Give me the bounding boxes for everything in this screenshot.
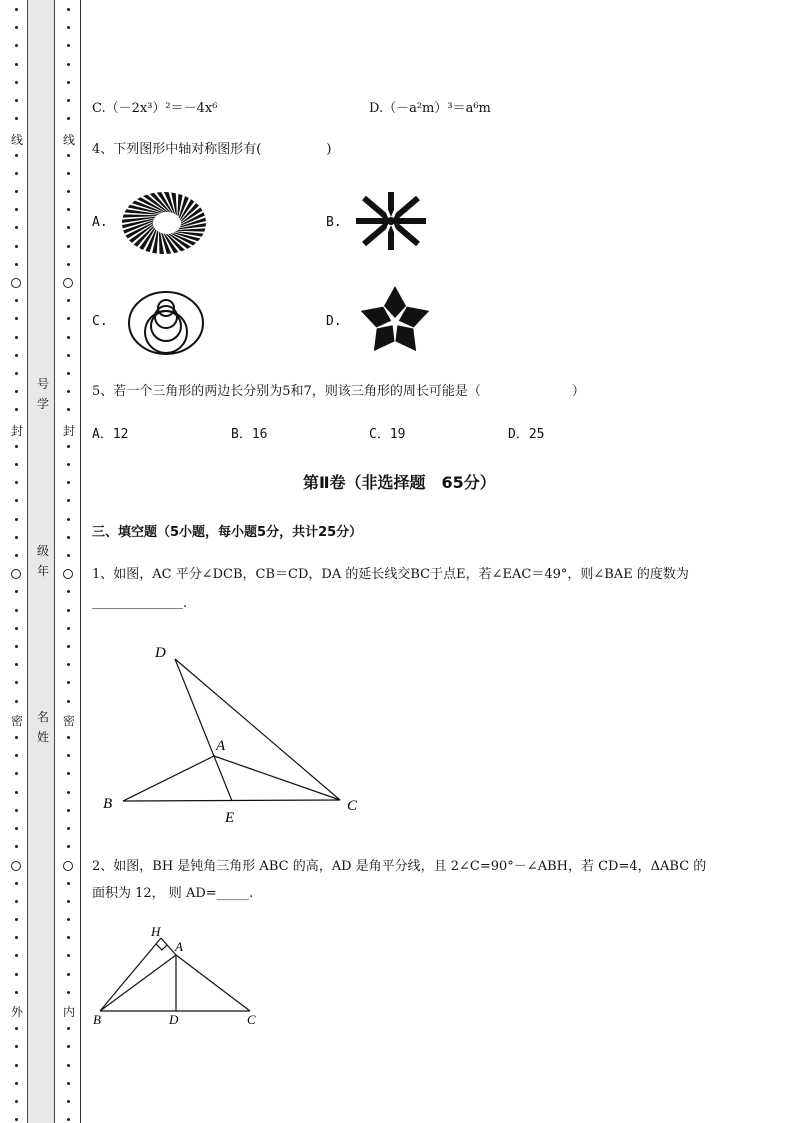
binding-dot xyxy=(15,1045,18,1048)
binding-dot xyxy=(67,772,70,775)
binding-dot xyxy=(15,1100,18,1103)
fill2-figure xyxy=(90,922,270,1032)
binding-dot xyxy=(15,1064,18,1067)
binding-dot xyxy=(15,954,18,957)
fill2-question-line1: 2、如图，BH 是钝角三角形 ABC 的高，AD 是角平分线，且 2∠C=90°－∠ABH，若 CD=4，ΔABC 的 xyxy=(92,859,707,874)
binding-dot xyxy=(67,354,70,357)
binding-dot xyxy=(15,499,18,502)
binding-dot xyxy=(67,681,70,684)
q4-figure-a xyxy=(120,190,208,256)
fill1-figure xyxy=(95,640,375,830)
binding-dot xyxy=(15,700,18,703)
q4-label-b: B. xyxy=(326,215,342,230)
right-angle-mark xyxy=(156,944,167,950)
binding-dot xyxy=(15,263,18,266)
binding-dot xyxy=(67,117,70,120)
binding-dot xyxy=(15,845,18,848)
binding-dot xyxy=(15,627,18,630)
binding-dot xyxy=(67,609,70,612)
binding-dot xyxy=(67,190,70,193)
binding-dot xyxy=(67,445,70,448)
label-d: D xyxy=(169,1012,179,1027)
binding-dot xyxy=(67,845,70,848)
binding-dot xyxy=(15,463,18,466)
binding-dot xyxy=(67,1100,70,1103)
binding-dot xyxy=(67,536,70,539)
binding-dot xyxy=(67,590,70,593)
label-a: A xyxy=(216,738,226,754)
binding-dot xyxy=(15,99,18,102)
binding-dot xyxy=(67,645,70,648)
binding-dot xyxy=(15,518,18,521)
binding-circle xyxy=(11,278,21,288)
binding-dot xyxy=(67,372,70,375)
binding-dot xyxy=(15,1082,18,1085)
binding-dot xyxy=(67,263,70,266)
binding-dot xyxy=(67,226,70,229)
binding-inner-line xyxy=(80,0,81,1123)
q4-label-c: C. xyxy=(92,314,108,329)
binding-dot xyxy=(15,827,18,830)
binding-dot xyxy=(67,627,70,630)
q4-figure-c xyxy=(126,290,206,356)
binding-dot xyxy=(67,172,70,175)
binding-dot xyxy=(15,26,18,29)
q5-option-a: A．12 xyxy=(92,427,129,442)
binding-dot xyxy=(67,26,70,29)
q4-label-d: D. xyxy=(326,314,342,329)
label-b: B xyxy=(93,1012,101,1027)
binding-dot xyxy=(15,190,18,193)
binding-dot xyxy=(67,390,70,393)
binding-dot xyxy=(15,1118,18,1121)
binding-dot xyxy=(15,317,18,320)
binding-dot xyxy=(15,445,18,448)
binding-dot xyxy=(67,663,70,666)
binding-dot xyxy=(67,1045,70,1048)
binding-dot xyxy=(15,736,18,739)
q4-question: 4、下列图形中轴对称图形有( ) xyxy=(92,142,332,157)
binding-dot xyxy=(15,882,18,885)
inner-mark-mi: 密 xyxy=(62,714,75,728)
binding-dot xyxy=(67,900,70,903)
q4-label-a: A. xyxy=(92,215,108,230)
outer-mark-wai: 外 xyxy=(10,1005,23,1019)
binding-dot xyxy=(67,754,70,757)
strip-label-hao: 号 xyxy=(36,377,49,391)
binding-dot xyxy=(67,1118,70,1121)
binding-dot xyxy=(67,481,70,484)
binding-dot xyxy=(15,336,18,339)
binding-dot xyxy=(67,99,70,102)
binding-dot xyxy=(67,299,70,302)
q5-question: 5、若一个三角形的两边长分别为5和7，则该三角形的周长可能是（ ） xyxy=(92,384,585,399)
binding-dot xyxy=(67,918,70,921)
outer-mark-mi: 密 xyxy=(10,714,23,728)
binding-circle xyxy=(11,569,21,579)
binding-dot xyxy=(67,245,70,248)
binding-dot xyxy=(15,44,18,47)
segment-bc xyxy=(123,800,340,801)
label-h: H xyxy=(151,924,161,939)
binding-circle xyxy=(63,569,73,579)
binding-dot xyxy=(15,554,18,557)
binding-dot xyxy=(15,408,18,411)
binding-dot xyxy=(67,208,70,211)
fill1-question-line2: ＿＿＿＿＿＿＿. xyxy=(92,596,188,611)
binding-dot xyxy=(67,936,70,939)
binding-dot xyxy=(67,954,70,957)
binding-dot xyxy=(15,226,18,229)
binding-dot xyxy=(15,481,18,484)
q5-option-c: C．19 xyxy=(369,427,406,442)
binding-dot xyxy=(67,809,70,812)
binding-dot xyxy=(15,81,18,84)
segment-ba xyxy=(123,756,214,801)
segment-ha xyxy=(161,938,176,955)
binding-dot xyxy=(67,63,70,66)
segment-ac xyxy=(176,955,250,1011)
inner-mark-xian: 线 xyxy=(62,133,75,147)
inner-mark-feng: 封 xyxy=(62,424,75,438)
q5-option-d: D．25 xyxy=(508,427,545,442)
binding-dot xyxy=(15,936,18,939)
binding-circle xyxy=(63,861,73,871)
binding-dot xyxy=(15,372,18,375)
binding-dot xyxy=(67,518,70,521)
segment-ba xyxy=(100,955,176,1011)
binding-dot xyxy=(67,44,70,47)
binding-dot xyxy=(67,81,70,84)
binding-dot xyxy=(67,463,70,466)
binding-dot xyxy=(67,736,70,739)
label-d: D xyxy=(155,645,166,661)
binding-dot xyxy=(15,1027,18,1030)
binding-dot xyxy=(15,590,18,593)
binding-dot xyxy=(15,809,18,812)
binding-dot xyxy=(15,354,18,357)
binding-dot xyxy=(67,499,70,502)
q4-figure-d xyxy=(350,284,440,358)
binding-dot xyxy=(67,1064,70,1067)
part2-title: 第Ⅱ卷（非选择题 65分） xyxy=(303,473,496,492)
binding-dot xyxy=(15,172,18,175)
segment-dc xyxy=(175,659,340,800)
binding-dot xyxy=(15,754,18,757)
binding-dot xyxy=(15,154,18,157)
binding-dot xyxy=(67,991,70,994)
segment-bh xyxy=(100,938,161,1011)
binding-dot xyxy=(15,299,18,302)
label-a: A xyxy=(175,939,183,954)
inner-mark-nei: 内 xyxy=(62,1005,75,1019)
q4-figure-b xyxy=(350,188,432,254)
strip-label-ming: 名 xyxy=(36,710,49,724)
binding-dot xyxy=(15,791,18,794)
binding-dot xyxy=(67,1082,70,1085)
strip-label-xue: 学 xyxy=(36,397,49,411)
binding-dot xyxy=(15,663,18,666)
fill2-question-line2: 面积为 12， 则 AD=_____. xyxy=(92,886,254,901)
binding-dot xyxy=(15,208,18,211)
binding-dot xyxy=(15,609,18,612)
binding-circle xyxy=(11,861,21,871)
section3-heading: 三、填空题（5小题，每小题5分，共计25分） xyxy=(92,525,363,540)
binding-dot xyxy=(67,8,70,11)
label-c: C xyxy=(347,798,358,814)
strip-label-nian: 年 xyxy=(36,564,49,578)
segment-ac xyxy=(214,756,340,800)
segment-de xyxy=(175,659,232,801)
binding-dot xyxy=(15,63,18,66)
binding-dot xyxy=(67,791,70,794)
binding-dot xyxy=(67,1027,70,1030)
binding-dot xyxy=(15,772,18,775)
binding-dot xyxy=(67,973,70,976)
label-c: C xyxy=(247,1012,256,1027)
binding-dot xyxy=(15,918,18,921)
binding-dot xyxy=(67,700,70,703)
strip-label-xing: 姓 xyxy=(36,730,49,744)
binding-dot xyxy=(15,645,18,648)
binding-dot xyxy=(15,536,18,539)
q3-option-d: D.（－a²m）³＝a⁶m xyxy=(369,101,491,116)
label-e: E xyxy=(225,810,235,826)
strip-label-ji: 级 xyxy=(36,544,49,558)
label-b: B xyxy=(103,796,113,812)
binding-dot xyxy=(15,390,18,393)
binding-dot xyxy=(15,991,18,994)
binding-dot xyxy=(67,408,70,411)
binding-dot xyxy=(67,336,70,339)
binding-dot xyxy=(15,117,18,120)
q3-option-c: C.（－2x³）²＝－4x⁶ xyxy=(92,101,218,116)
binding-dot xyxy=(67,154,70,157)
outer-mark-xian: 线 xyxy=(10,133,23,147)
binding-dot xyxy=(15,8,18,11)
binding-dot xyxy=(67,827,70,830)
outer-mark-feng: 封 xyxy=(10,424,23,438)
binding-dot xyxy=(15,245,18,248)
binding-dot xyxy=(15,973,18,976)
fill1-question-line1: 1、如图，AC 平分∠DCB，CB＝CD，DA 的延长线交BC于点E，若∠EAC＝49°，则∠BAE 的度数为 xyxy=(92,567,689,582)
q5-option-b: B．16 xyxy=(231,427,268,442)
binding-dot xyxy=(15,681,18,684)
binding-strip xyxy=(27,0,55,1123)
binding-circle xyxy=(63,278,73,288)
binding-dot xyxy=(67,554,70,557)
binding-dot xyxy=(67,317,70,320)
binding-dot xyxy=(67,882,70,885)
binding-dot xyxy=(15,900,18,903)
